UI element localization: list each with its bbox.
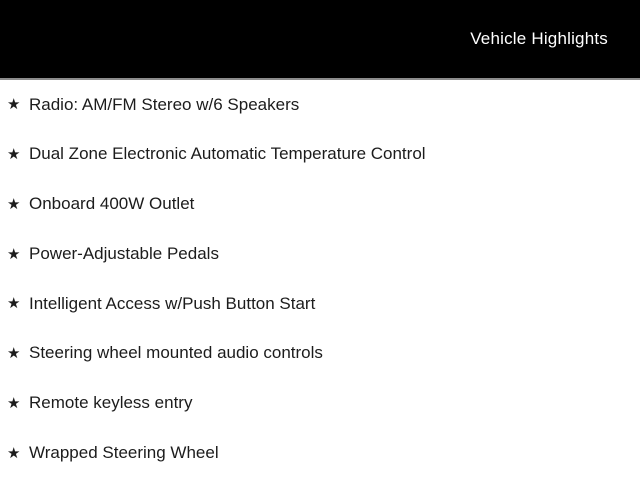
star-icon: ★ [7, 345, 21, 363]
list-item-text: Remote keyless entry [29, 393, 193, 413]
page-title: Vehicle Highlights [470, 29, 608, 48]
list-item [0, 80, 640, 130]
list-item [0, 130, 640, 180]
star-icon: ★ [7, 394, 21, 412]
star-icon: ★ [7, 96, 21, 114]
list-item-text: Onboard 400W Outlet [29, 194, 195, 214]
star-icon: ★ [7, 195, 21, 213]
list-item [0, 329, 640, 379]
star-icon: ★ [7, 146, 21, 164]
star-icon: ★ [7, 245, 21, 263]
list-item-text: Dual Zone Electronic Automatic Temperature Control [29, 144, 426, 164]
header-bar [0, 0, 640, 80]
list-item-text: Intelligent Access w/Push Button Start [29, 293, 316, 313]
star-icon: ★ [7, 295, 21, 313]
list-item-text: Radio: AM/FM Stereo w/6 Speakers [29, 94, 300, 114]
list-item-text: Power-Adjustable Pedals [29, 243, 219, 263]
vehicle-highlights-list [0, 80, 640, 478]
list-item [0, 180, 640, 230]
list-item-text: Wrapped Steering Wheel [29, 442, 219, 462]
list-item [0, 279, 640, 329]
list-item-text: Steering wheel mounted audio controls [29, 343, 323, 363]
list-item [0, 379, 640, 429]
star-icon: ★ [7, 444, 21, 462]
list-item [0, 428, 640, 478]
list-item [0, 229, 640, 279]
